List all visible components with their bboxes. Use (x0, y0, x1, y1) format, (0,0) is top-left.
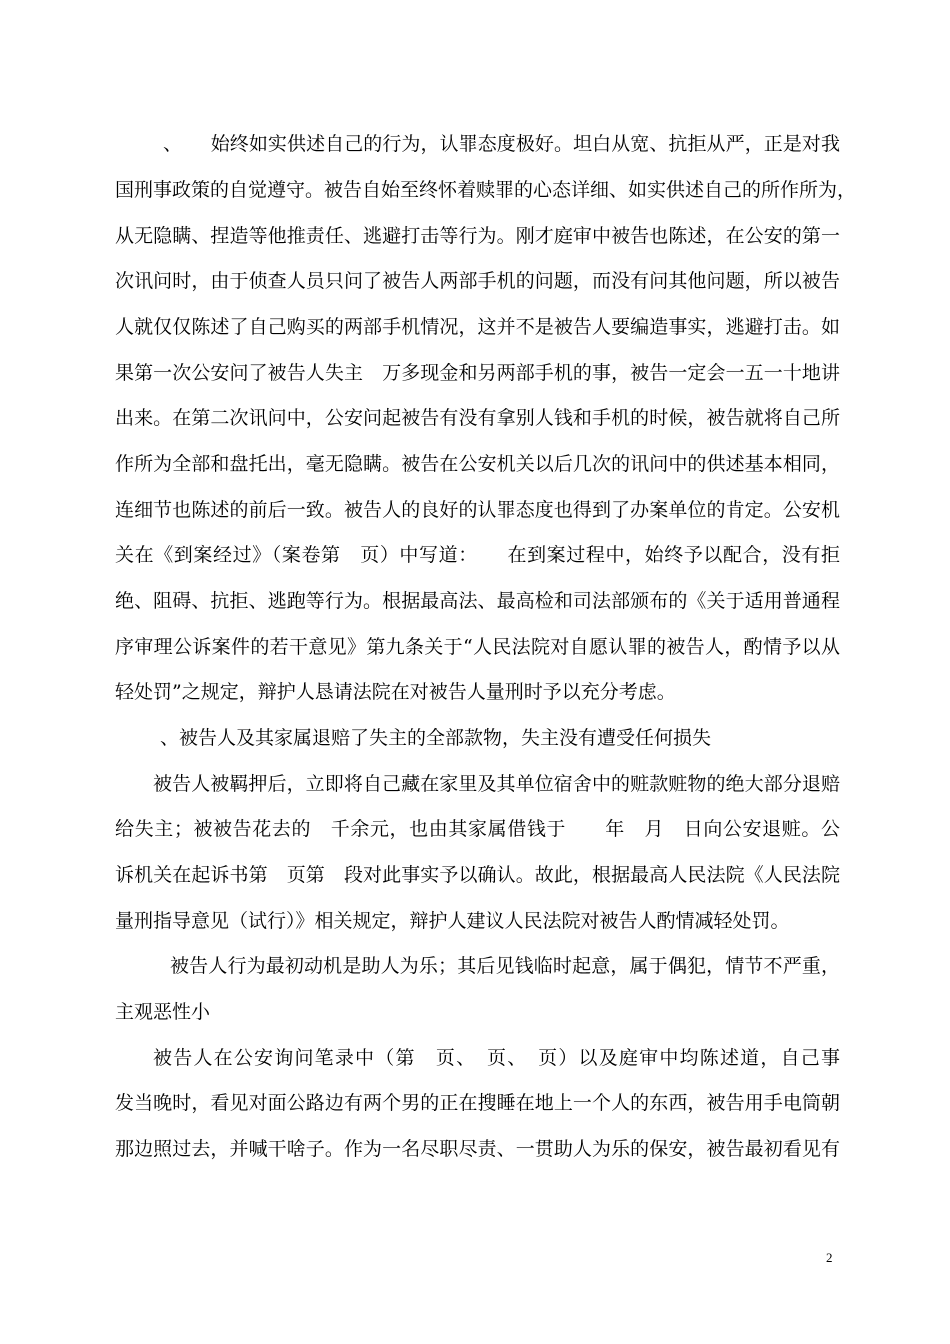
text-line-2: 国刑事政策的自觉遵守。被告自始至终怀着赎罪的心态详细、如实供述自己的所作所为， (115, 179, 857, 201)
text-line-15: 被告人被羁押后，立即将自己藏在家里及其单位宿舍中的赃款赃物的绝大部分退赔 (153, 773, 840, 795)
text-line-17: 诉机关在起诉书第 页第 段对此事实予以确认。故此，根据最高人民法院《人民法院 (115, 864, 840, 886)
text-line-11: 绝、阻碍、抗拒、逃跑等行为。根据最高法、最高检和司法部颁布的《关于适用普通程 (115, 590, 840, 612)
text-line-7: 出来。在第二次讯问中，公安问起被告有没有拿别人钱和手机的时候，被告就将自己所 (115, 407, 840, 429)
section-heading-2: 被告人行为最初动机是助人为乐；其后见钱临时起意，属于偶犯，情节不严重， (170, 955, 840, 977)
text-line-16: 给失主；被被告花去的 千余元，也由其家属借钱于 年 月 日向公安退赃。公 (115, 818, 840, 840)
text-line-8: 作所为全部和盘托出，毫无隐瞒。被告在公安机关以后几次的讯问中的供述基本相同， (115, 453, 840, 475)
section-heading-1: 、被告人及其家属退赔了失主的全部款物，失主没有遭受任何损失 (160, 727, 712, 749)
text-line-21: 被告人在公安询问笔录中（第 页、 页、 页）以及庭审中均陈述道，自己事 (153, 1047, 840, 1069)
text-line-9: 连细节也陈述的前后一致。被告人的良好的认罪态度也得到了办案单位的肯定。公安机 (115, 499, 840, 521)
page-number: 2 (826, 1250, 833, 1265)
text-line-4: 次讯问时，由于侦查人员只问了被告人两部手机的问题，而没有问其他问题，所以被告 (115, 270, 840, 292)
section-heading-2-continued: 主观恶性小 (115, 1001, 211, 1023)
text-line-12: 序审理公诉案件的若干意见》第九条关于“人民法院对自愿认罪的被告人，酌情予以从 (115, 636, 840, 658)
text-line-1: 、 始终如实供述自己的行为，认罪态度极好。坦白从宽、抗拒从严，正是对我 (163, 133, 840, 155)
text-line-23: 那边照过去，并喊干啥子。作为一名尽职尽责、一贯助人为乐的保安，被告最初看见有 (115, 1138, 840, 1160)
text-line-10: 关在《到案经过》（案卷第 页）中写道： 在到案过程中，始终予以配合，没有拒 (115, 544, 840, 566)
text-line-5: 人就仅仅陈述了自己购买的两部手机情况，这并不是被告人要编造事实，逃避打击。如 (115, 316, 840, 338)
text-line-18: 量刑指导意见（试行）》相关规定，辩护人建议人民法院对被告人酌情减轻处罚。 (115, 910, 790, 932)
text-line-13: 轻处罚”之规定，辩护人恳请法院在对被告人量刑时予以充分考虑。 (115, 681, 676, 703)
text-line-3: 从无隐瞒、捏造等他推责任、逃避打击等行为。刚才庭审中被告也陈述，在公安的第一 (115, 225, 840, 247)
text-line-22: 发当晚时，看见对面公路边有两个男的正在搜睡在地上一个人的东西，被告用手电筒朝 (115, 1092, 840, 1114)
text-line-6: 果第一次公安问了被告人失主 万多现金和另两部手机的事，被告一定会一五一十地讲 (115, 362, 840, 384)
